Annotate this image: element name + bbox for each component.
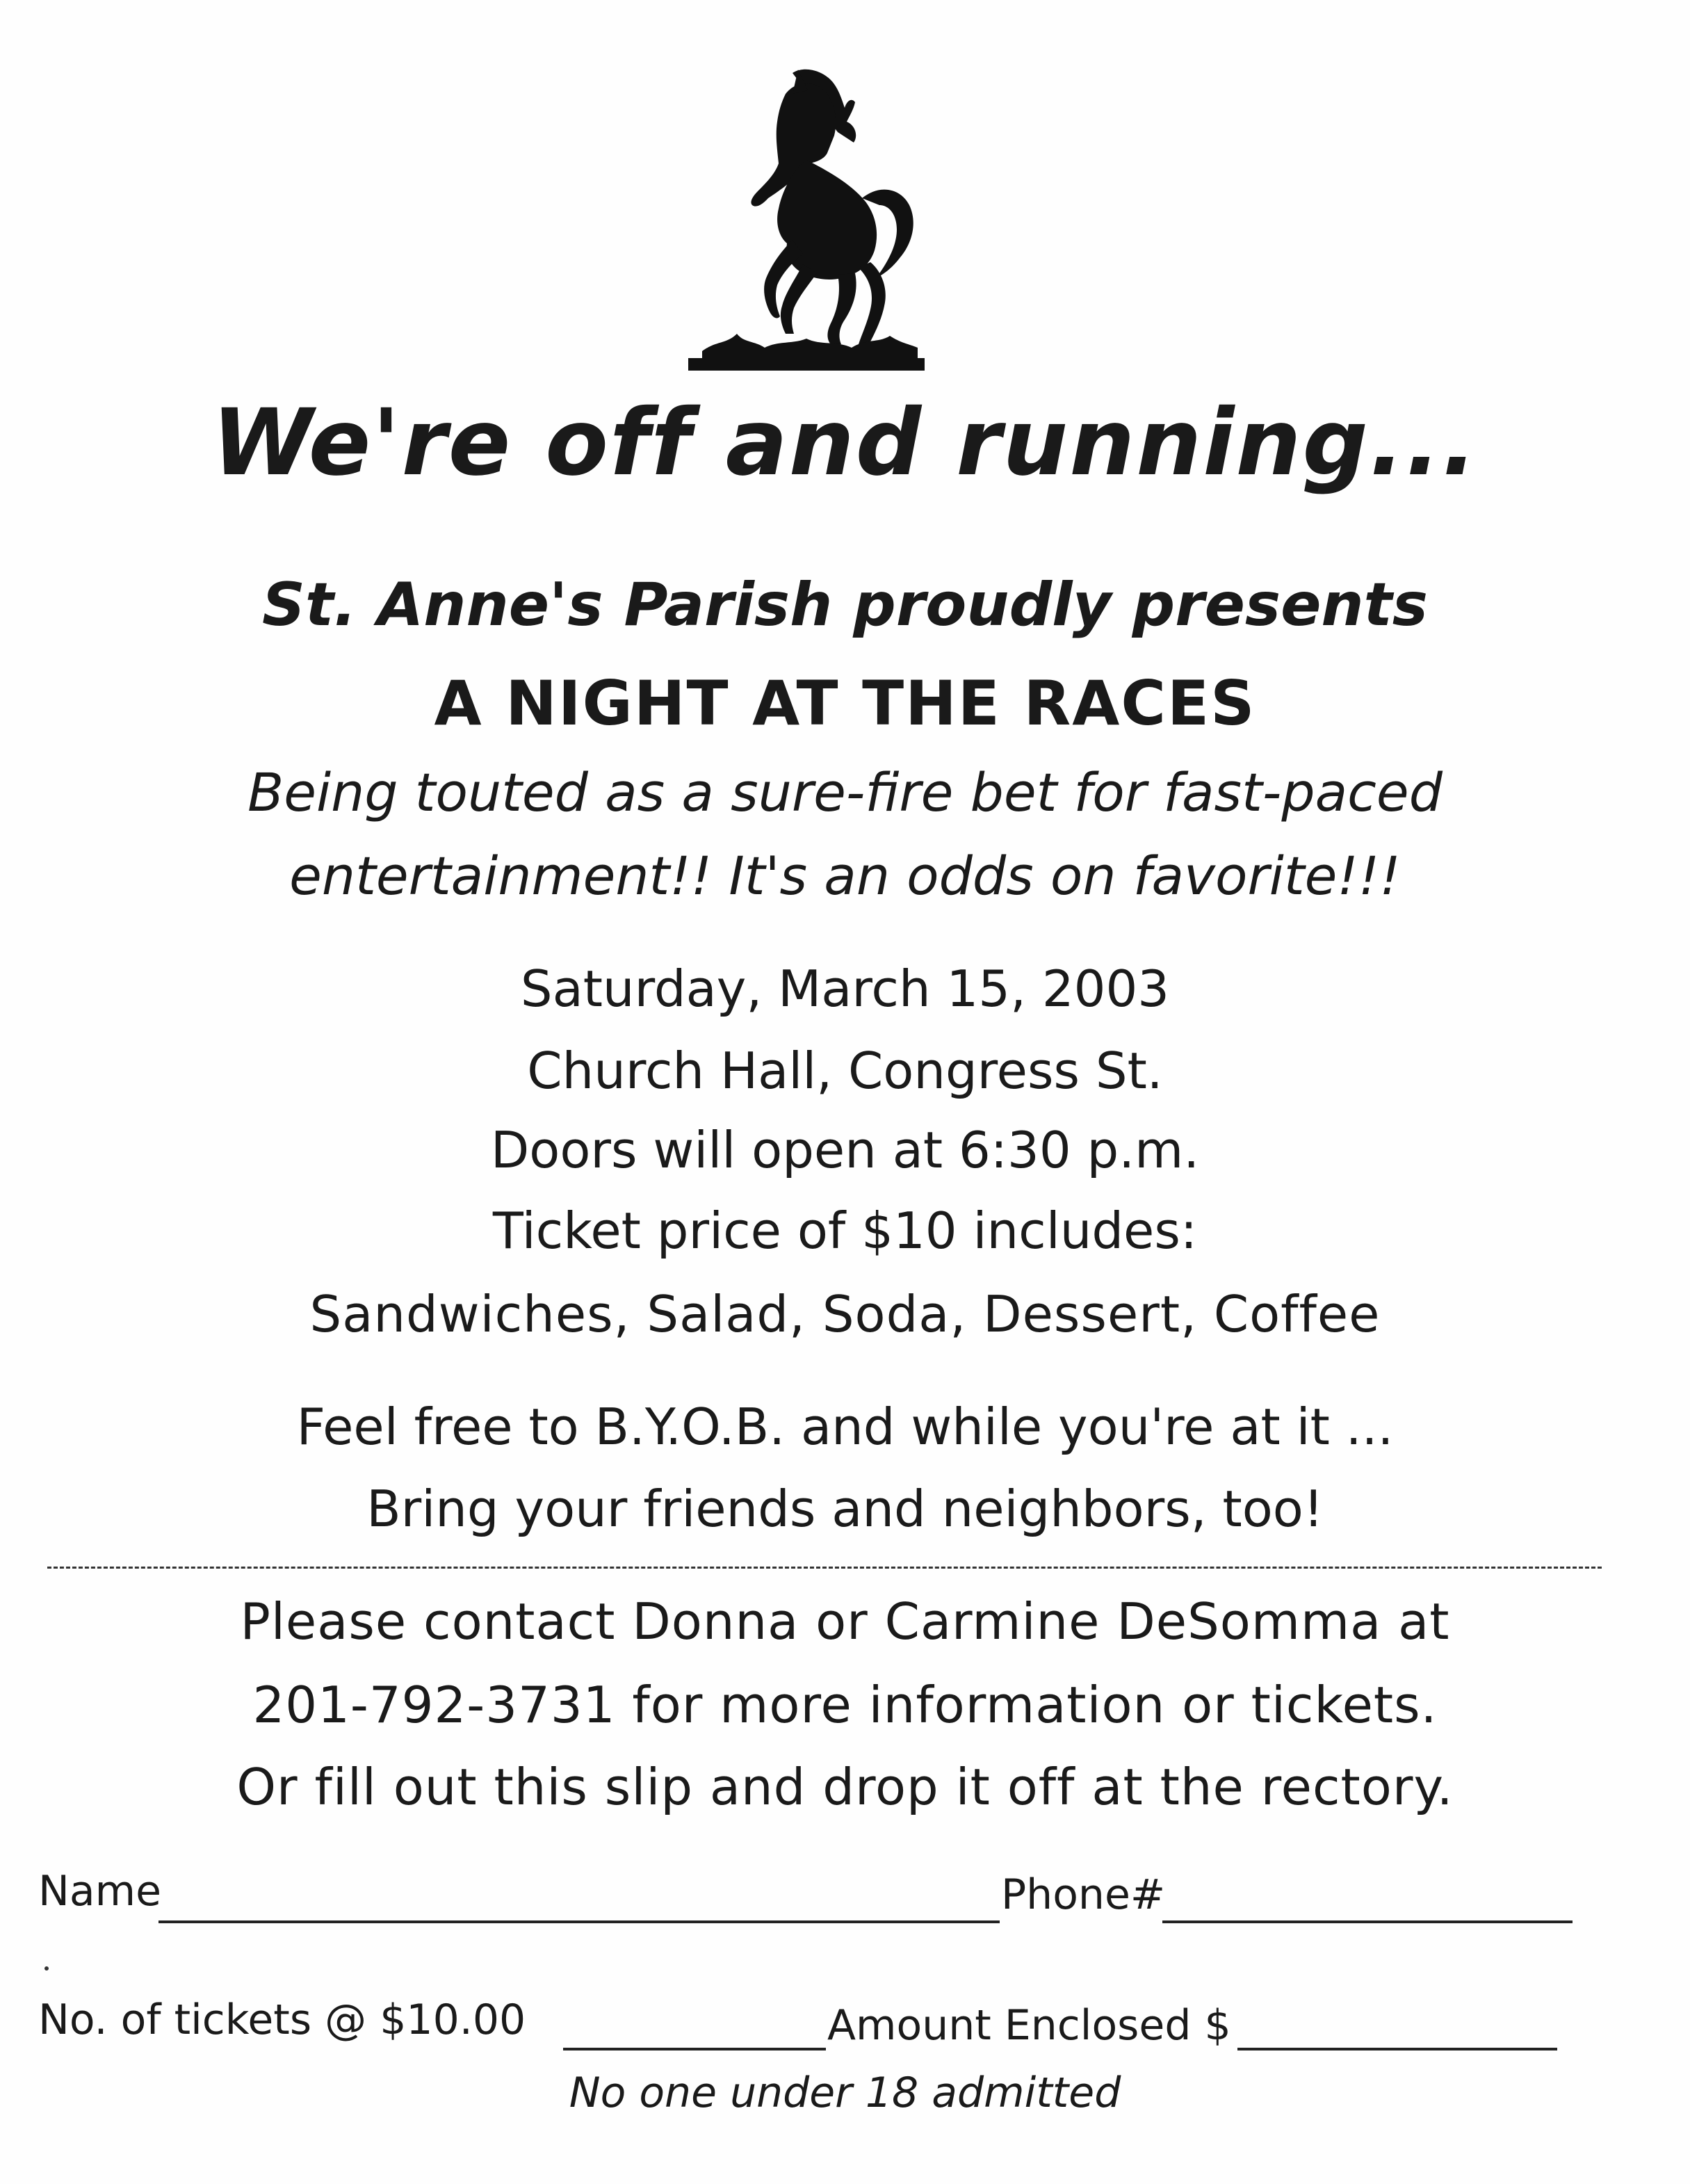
presenter-line: St. Anne's Parish proudly presents bbox=[262, 570, 1428, 640]
name-field-label: Name bbox=[38, 1867, 162, 1916]
amount-enclosed-field[interactable] bbox=[1237, 2048, 1557, 2050]
phone-field-label: Phone# bbox=[1001, 1870, 1166, 1919]
amount-field-label: Amount Enclosed $ bbox=[827, 2001, 1231, 2050]
headline: We're off and running... bbox=[211, 389, 1479, 496]
byob-line-1: Feel free to B.Y.O.B. and while you're at it ... bbox=[296, 1398, 1394, 1456]
contact-line-3: Or fill out this slip and drop it off at the rectory. bbox=[236, 1758, 1454, 1816]
tickets-field-label: No. of tickets @ $10.00 bbox=[38, 1996, 526, 2044]
tickets-count-field[interactable] bbox=[563, 2048, 826, 2050]
event-title: A NIGHT AT THE RACES bbox=[434, 668, 1256, 739]
event-location: Church Hall, Congress St. bbox=[527, 1042, 1163, 1100]
phone-field[interactable] bbox=[1162, 1920, 1573, 1923]
horse-logo-icon bbox=[688, 66, 925, 372]
byob-line-2: Bring your friends and neighbors, too! bbox=[366, 1480, 1324, 1538]
tagline-line-1: Being touted as a sure-fire bet for fast-paced bbox=[247, 761, 1443, 823]
ticket-price: Ticket price of $10 includes: bbox=[492, 1202, 1198, 1260]
ticket-includes: Sandwiches, Salad, Soda, Dessert, Coffee bbox=[309, 1285, 1381, 1343]
contact-line-1: Please contact Donna or Carmine DeSomma at bbox=[240, 1592, 1450, 1651]
stray-mark bbox=[44, 1966, 49, 1971]
name-field[interactable] bbox=[159, 1920, 1000, 1923]
tagline-line-2: entertainment!! It's an odds on favorite!!! bbox=[289, 845, 1401, 907]
doors-open-time: Doors will open at 6:30 p.m. bbox=[490, 1121, 1200, 1179]
contact-line-2: 201-792-3731 for more information or tickets. bbox=[252, 1676, 1438, 1734]
age-notice: No one under 18 admitted bbox=[569, 2069, 1121, 2117]
cut-line-divider bbox=[47, 1567, 1602, 1569]
event-date: Saturday, March 15, 2003 bbox=[520, 960, 1170, 1018]
